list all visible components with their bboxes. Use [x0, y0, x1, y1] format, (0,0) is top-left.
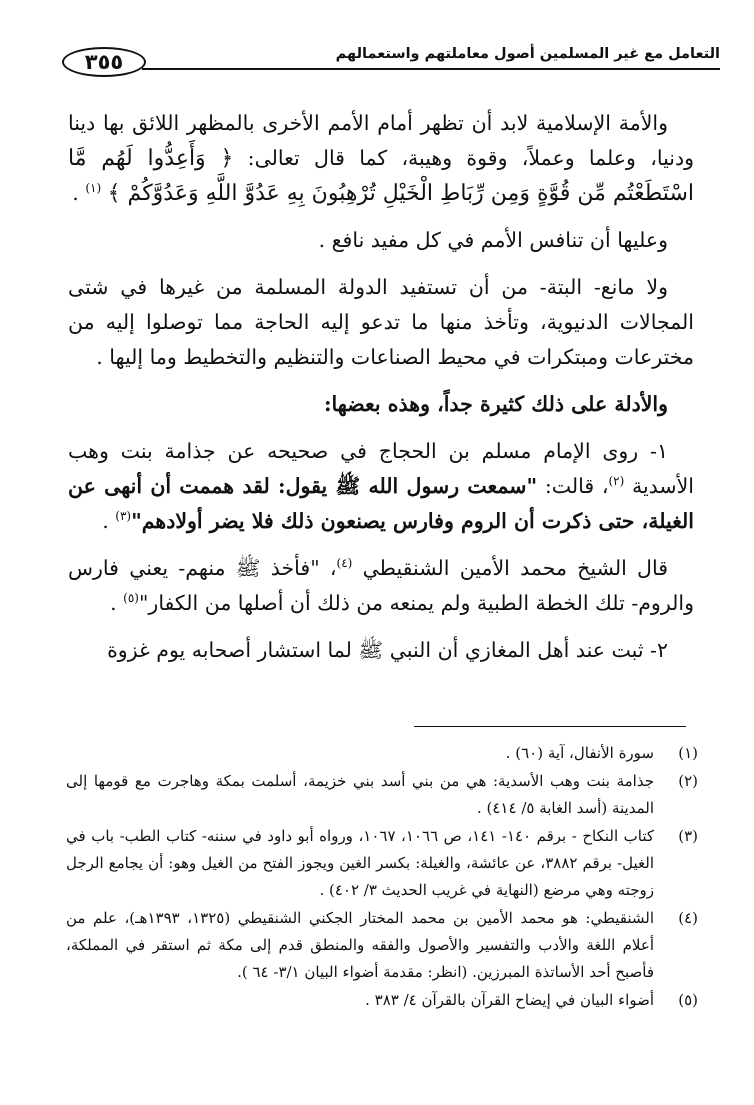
paragraph-6-quote: ، "فأخذ ﷺ منهم- يعني فارس والروم- تلك الخطة الطبية ولم يمنعه من ذلك أن أصلها من الكفار" — [68, 556, 694, 615]
running-title: التعامل مع غير المسلمين أصول معاملتهم واستعمالهم — [335, 46, 720, 62]
footnote-ref-5[interactable]: (٥) — [123, 591, 139, 606]
hadith-quote: "سمعت رسول الله ﷺ يقول: لقد هممت أن أنهى عن الغيلة، حتى ذكرت أن الروم وفارس يصنعون ذلك فلا يضر أولادهم" — [68, 474, 694, 533]
paragraph-1-end: . — [72, 181, 86, 205]
footnote-ref-4[interactable]: (٤) — [336, 556, 353, 571]
footnote-number: (١) — [678, 744, 698, 762]
quran-verse: ﴿ وَأَعِدُّوا لَهُم مَّا اسْتَطَعْتُم مِّن قُوَّةٍ وَمِن رِّبَاطِ الْخَيْلِ تُرْهِبُونَ بِهِ عَدُوَّ اللَّهِ وَعَدُوَّكُمْ ﴾ — [68, 146, 694, 206]
paragraph-5 — [68, 434, 694, 539]
paragraph-4-heading: والأدلة على ذلك كثيرة جداً، وهذه بعضها: — [323, 392, 668, 416]
main-text — [68, 106, 694, 680]
footnote-number: (٤) — [678, 909, 698, 927]
footnote-ref-2[interactable]: (٢) — [608, 474, 625, 489]
paragraph-1-text: والأمة الإسلامية لابد أن تظهر أمام الأمم الأخرى بالمظهر اللائق بها دينا ودنيا، وعلما وعملاً، وقوة وهيبة، كما قال تعالى: — [68, 111, 695, 170]
footnote-ref-3[interactable]: (٣) — [115, 509, 132, 524]
footnote — [66, 987, 698, 1014]
footnote-number: (٥) — [678, 991, 698, 1009]
footnote — [66, 768, 698, 822]
footnotes — [66, 740, 698, 1015]
footnote-text: أضواء البيان في إيضاح القرآن بالقرآن ٤/ ٣٨٣ . — [365, 991, 654, 1009]
footnote-number: (٣) — [678, 827, 698, 845]
footnote — [66, 740, 698, 767]
page-header — [62, 40, 720, 84]
footnote-text: سورة الأنفال، آية (٦٠) . — [505, 744, 654, 762]
footnote-ref-1[interactable]: (١) — [85, 181, 102, 196]
paragraph-1 — [68, 106, 694, 211]
paragraph-6 — [68, 551, 694, 621]
paragraph-5-said: ، قالت: — [537, 474, 609, 498]
page-number: ٣٥٥ — [84, 49, 124, 74]
paragraph-5-end: . — [102, 509, 116, 533]
paragraph-5-text: ١- روى الإمام مسلم بن الحجاج في صحيحه عن جذامة بنت وهب الأسدية — [68, 439, 694, 498]
page-number-frame — [62, 47, 146, 77]
footnote-text: الشنقيطي: هو محمد الأمين بن محمد المختار الجكني الشنقيطي (١٣٢٥، ١٣٩٣هـ)، علم من أعلام اللغة والأدب والتفسير والأصول والفقه والمنطق قدم إلى مكة ثم استقر في المملكة، فأصبح أحد الأساتذة المبرزين. (انظر: مقدمة أضواء البيان ٣/١- ٦٤ ). — [66, 909, 655, 981]
footnote-number: (٢) — [678, 772, 698, 790]
paragraph-6-text: قال الشيخ محمد الأمين الشنقيطي — [352, 556, 668, 580]
paragraph-6-end: . — [110, 591, 124, 615]
footnote-text: كتاب النكاح - برقم ١٤٠- ١٤١، ص ١٠٦٦، ١٠٦٧، ورواه أبو داود في سننه- كتاب الطب- باب في الغيل- برقم ٣٨٨٢، عن عائشة، والغيلة: بكسر الغين ويجوز الفتح من الغيل وهو: أن يجامع الرجل زوجته وهي مرضع (النهاية في غريب الحديث ٣/ ٤٠٢) . — [66, 827, 655, 899]
footnote-separator — [414, 726, 686, 727]
footnote — [66, 823, 698, 904]
paragraph-2: وعليها أن تنافس الأمم في كل مفيد نافع . — [318, 228, 668, 252]
header-rule — [142, 68, 720, 70]
footnote-text: جذامة بنت وهب الأسدية: هي من بني أسد بني خزيمة، أسلمت بمكة وهاجرت مع قومها إلى المدينة (أسد الغابة ٥/ ٤١٤) . — [66, 772, 654, 817]
footnote — [66, 905, 698, 986]
paragraph-7: ٢- ثبت عند أهل المغازي أن النبي ﷺ لما استشار أصحابه يوم غزوة — [107, 638, 668, 662]
paragraph-3: ولا مانع- البتة- من أن تستفيد الدولة المسلمة من غيرها في شتى المجالات الدنيوية، وتأخذ منها ما تدعو إليه الحاجة مما توصلوا إليه من مخترعات ومبتكرات في محيط الصناعات والتنظيم والتخطيط وما إليها . — [68, 275, 694, 369]
